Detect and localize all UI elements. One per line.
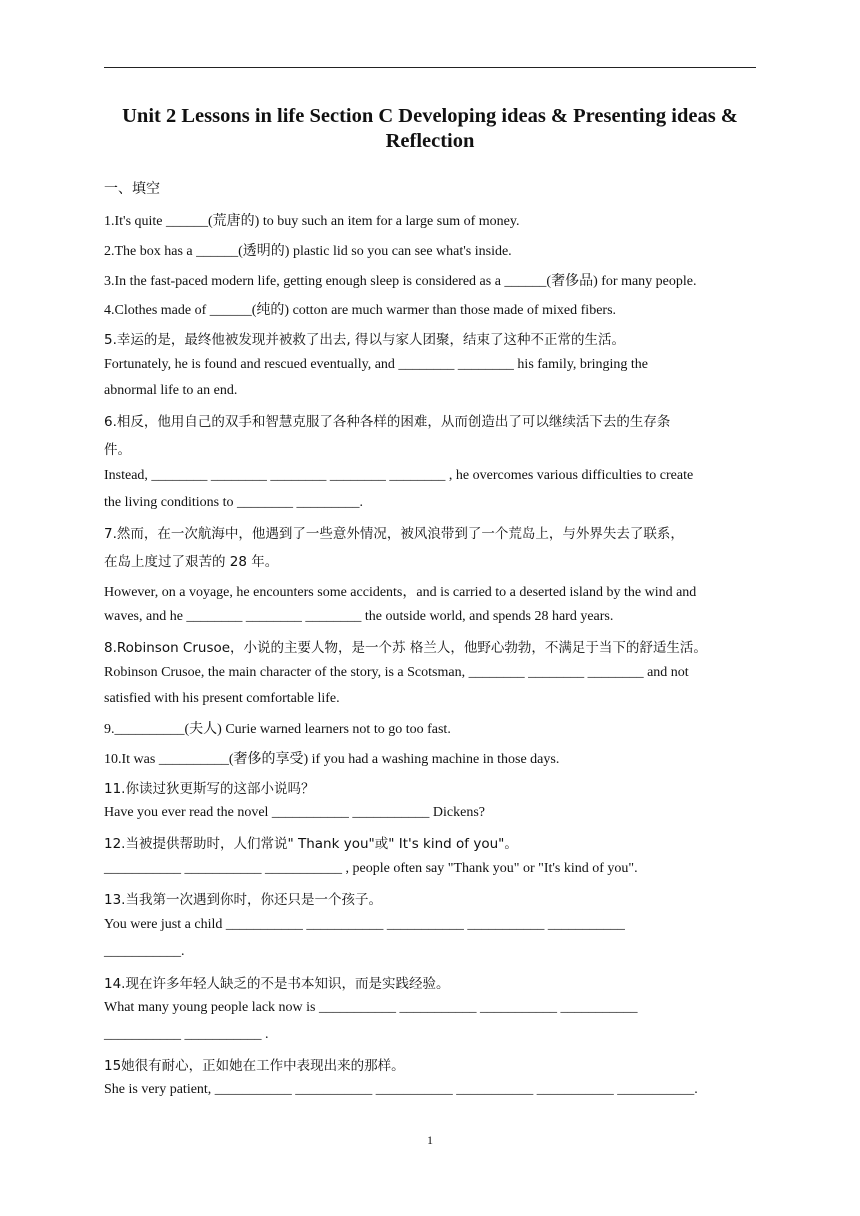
exercise-line: 件。 bbox=[104, 442, 131, 458]
exercise-line: waves, and he ________ ________ ________ the outside world, and spends 28 hard years. bbox=[104, 609, 614, 624]
exercise-line: 1.It's quite ______(荒唐的) to buy such an item for a large sum of money. bbox=[104, 214, 520, 229]
exercise-line: You were just a child ___________ ___________ ___________ ___________ ___________ bbox=[104, 917, 625, 932]
exercise-line: 5.幸运的是，最终他被发现并被救了出去, 得以与家人团聚，结束了这种不正常的生活。 bbox=[104, 332, 625, 348]
exercise-line: 14.现在许多年轻人缺乏的不是书本知识，而是实践经验。 bbox=[104, 976, 450, 992]
title-line-1: Unit 2 Lessons in life Section C Developing ideas & Presenting ideas & bbox=[122, 105, 738, 127]
exercise-line: 在岛上度过了艰苦的 28 年。 bbox=[104, 554, 279, 570]
exercise-line: ___________ ___________ . bbox=[104, 1027, 269, 1042]
exercise-line: satisfied with his present comfortable life. bbox=[104, 691, 340, 706]
exercise-line: 11.你读过狄更斯写的这部小说吗？ bbox=[104, 781, 315, 797]
exercise-line: 4.Clothes made of ______(纯的) cotton are much warmer than those made of mixed fibers. bbox=[104, 303, 617, 318]
exercise-line: the living conditions to ________ _________. bbox=[104, 495, 363, 510]
exercise-line: 7.然而，在一次航海中，他遇到了一些意外情况，被风浪带到了一个荒岛上，与外界失去了联系， bbox=[104, 526, 684, 542]
exercise-line: ___________ ___________ ___________ , people often say "Thank you" or "It's kind of you". bbox=[104, 861, 638, 876]
exercise-line: 12.当被提供帮助时，人们常说" Thank you"或" It's kind of you"。 bbox=[104, 836, 518, 852]
exercise-line: Have you ever read the novel ___________ ___________ Dickens? bbox=[104, 805, 486, 820]
exercise-line: 6.相反，他用自己的双手和智慧克服了各种各样的困难，从而创造出了可以继续活下去的生存条 bbox=[104, 414, 671, 430]
exercise-line: 8.Robinson Crusoe，小说的主要人物，是一个苏 格兰人，他野心勃勃，不满足于当下的舒适生活。 bbox=[104, 640, 707, 656]
exercise-line: 2.The box has a ______(透明的) plastic lid so you can see what's inside. bbox=[104, 244, 512, 259]
header-rule bbox=[104, 67, 756, 68]
section-heading: 一、填空 bbox=[104, 181, 160, 197]
exercise-line: What many young people lack now is ___________ ___________ ___________ ___________ bbox=[104, 1000, 638, 1015]
exercise-line: 13.当我第一次遇到你时，你还只是一个孩子。 bbox=[104, 892, 382, 908]
exercise-line: Instead, ________ ________ ________ ________ ________ , he overcomes various difficulties to create bbox=[104, 468, 694, 483]
page-number: 1 bbox=[427, 1133, 433, 1147]
exercise-line: abnormal life to an end. bbox=[104, 383, 238, 398]
exercise-line: ___________. bbox=[104, 944, 185, 959]
exercise-line: She is very patient, ___________ ___________ ___________ ___________ ___________ ___________. bbox=[104, 1082, 698, 1097]
exercise-line: 15她很有耐心，正如她在工作中表现出来的那样。 bbox=[104, 1058, 405, 1074]
document-title bbox=[96, 104, 764, 154]
exercise-line: Fortunately, he is found and rescued eventually, and ________ ________ his family, bringing the bbox=[104, 357, 648, 372]
title-line-2: Reflection bbox=[385, 130, 475, 152]
exercise-line: 9.__________(夫人) Curie warned learners not to go too fast. bbox=[104, 722, 451, 737]
exercise-line: Robinson Crusoe, the main character of the story, is a Scotsman, ________ ________ ________ and not bbox=[104, 665, 689, 680]
exercise-line: However, on a voyage, he encounters some accidents，and is carried to a deserted island by the wind and bbox=[104, 585, 697, 600]
exercise-line: 10.It was __________(奢侈的享受) if you had a washing machine in those days. bbox=[104, 752, 560, 767]
exercise-line: 3.In the fast-paced modern life, getting enough sleep is considered as a ______(奢侈品) for many people. bbox=[104, 274, 697, 289]
